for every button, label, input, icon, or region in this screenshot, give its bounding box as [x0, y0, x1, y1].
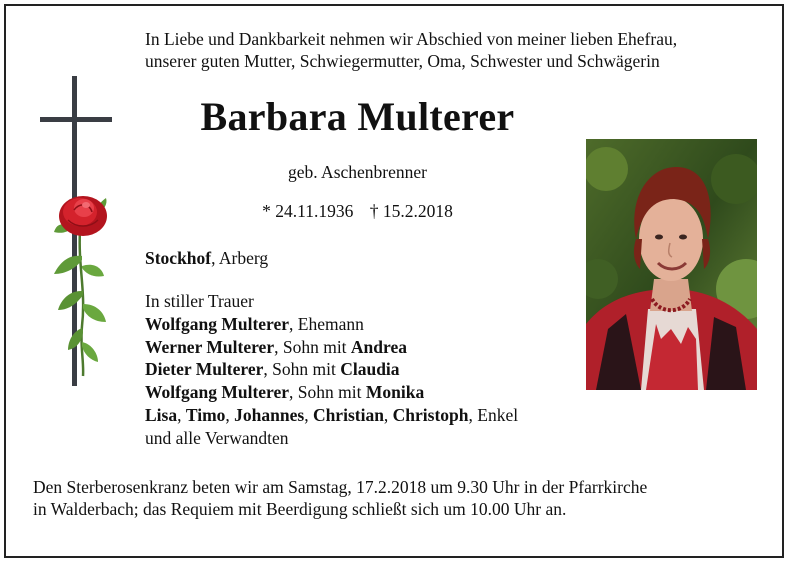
- mourner-row: [145, 313, 585, 336]
- grandchild-name: Johannes: [234, 404, 305, 425]
- mourner-relation: , Ehemann: [289, 313, 364, 334]
- mourner-relation: , Sohn mit: [263, 359, 341, 380]
- service-line-2: in Walderbach; das Requiem mit Beerdigung schließt sich um 10.00 Uhr an.: [33, 499, 567, 519]
- service-line-1: Den Sterberosenkranz beten wir am Samstag, 17.2.2018 um 9.30 Uhr in der Pfarrkirche: [33, 477, 648, 497]
- service-info: [33, 476, 773, 520]
- place-rest: , Arberg: [211, 248, 269, 268]
- grandchild-relation: , Enkel: [468, 404, 519, 425]
- portrait-photo: [586, 139, 757, 390]
- intro-line-1: In Liebe und Dankbarkeit nehmen wir Abschied von meiner lieben Ehefrau,: [145, 29, 678, 49]
- grandchild-name: Christoph: [392, 404, 469, 425]
- separator: ,: [304, 404, 313, 425]
- mourner-row: [145, 358, 585, 381]
- grandchild-name: Lisa: [145, 404, 178, 425]
- mourner-name: Dieter Multerer: [145, 359, 264, 380]
- mourner-partner: Andrea: [350, 336, 407, 357]
- mourner-row: [145, 381, 585, 404]
- grandchildren-row: [145, 404, 585, 427]
- intro-text: [145, 28, 765, 72]
- mourner-name: Wolfgang Multerer: [145, 382, 290, 403]
- mourners-heading: In stiller Trauer: [145, 291, 254, 311]
- death-date: † 15.2.2018: [369, 201, 453, 221]
- maiden-name: geb. Aschenbrenner: [288, 162, 427, 182]
- separator: ,: [383, 404, 393, 425]
- mourner-relation: , Sohn mit: [289, 382, 366, 403]
- separator: ,: [177, 404, 186, 425]
- separator: ,: [225, 404, 235, 425]
- mourner-relation: , Sohn mit: [274, 336, 351, 357]
- cross-with-rose-icon: [28, 76, 128, 396]
- grandchild-name: Timo: [185, 404, 226, 425]
- mourner-partner: Claudia: [340, 359, 400, 380]
- mourners-closing: und alle Verwandten: [145, 427, 289, 448]
- birth-date: * 24.11.1936: [262, 201, 354, 221]
- mourner-name: Werner Multerer: [145, 336, 275, 357]
- place-bold: Stockhof: [145, 248, 212, 268]
- mourner-row: [145, 336, 585, 359]
- grandchild-name: Christian: [312, 404, 384, 425]
- mourner-name: Wolfgang Multerer: [145, 313, 290, 334]
- place-line: [145, 248, 268, 269]
- mourner-partner: Monika: [365, 382, 425, 403]
- intro-line-2: unserer guten Mutter, Schwiegermutter, Oma, Schwester und Schwägerin: [145, 51, 660, 71]
- mourners-list: [145, 290, 585, 450]
- deceased-name: Barbara Multerer: [200, 94, 515, 139]
